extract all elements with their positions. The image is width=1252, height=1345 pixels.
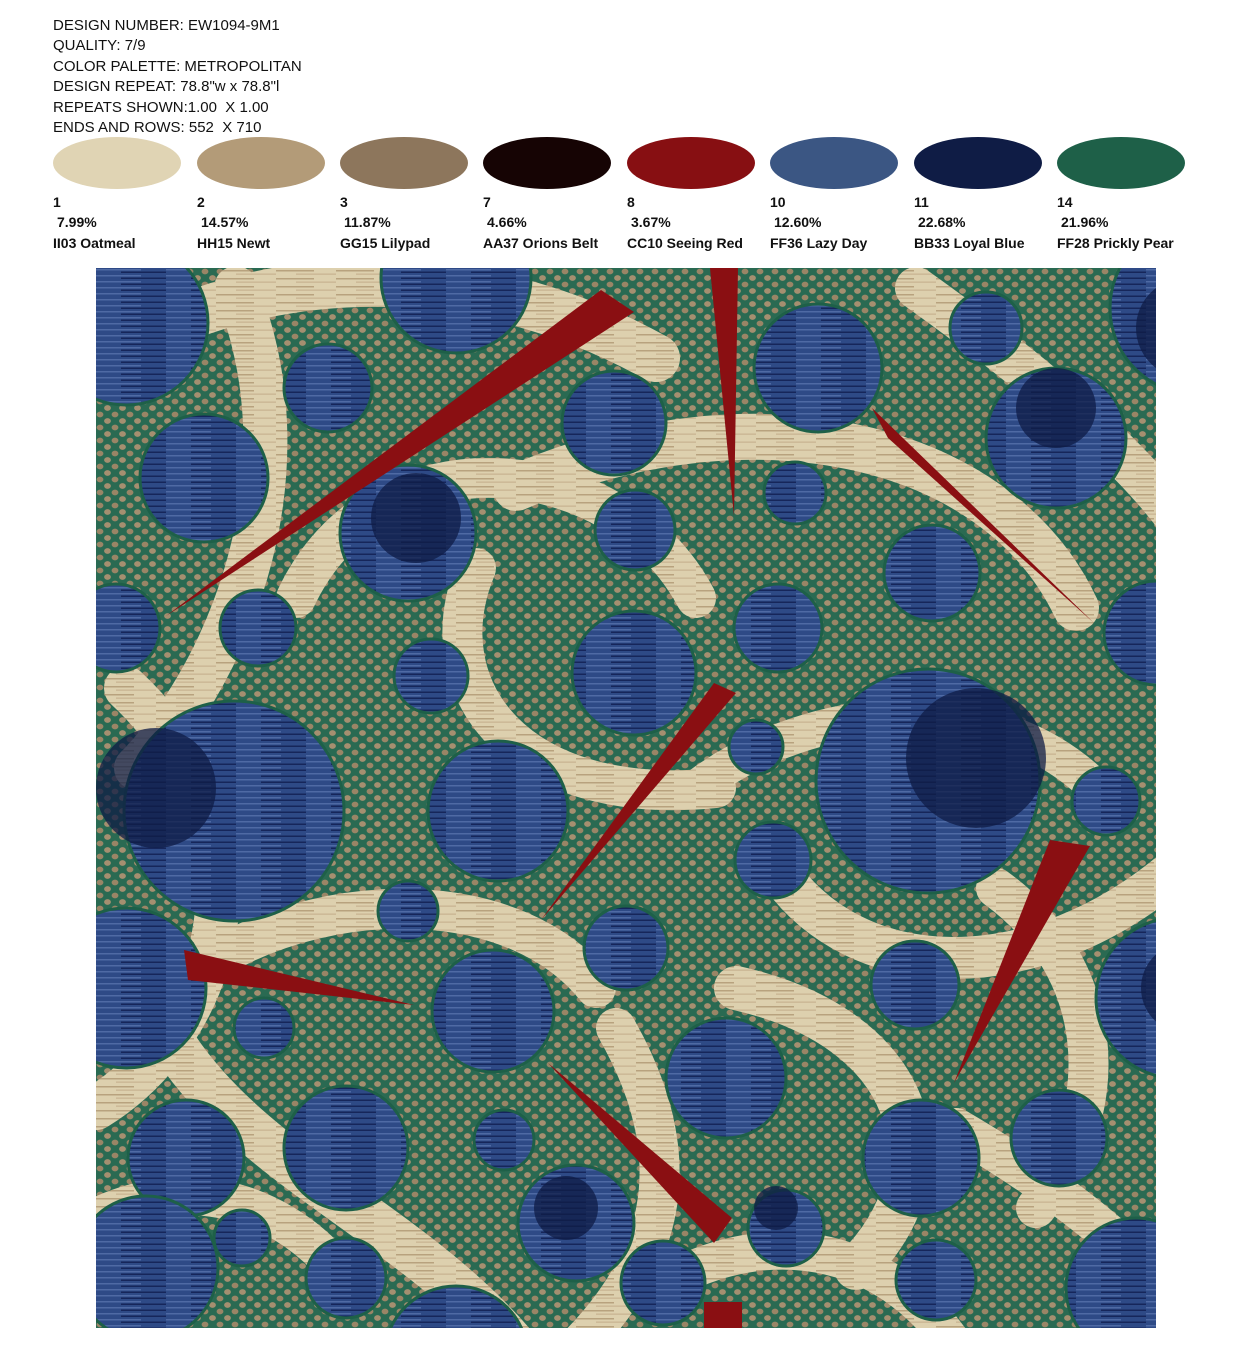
swatch-14 [1057, 137, 1199, 254]
swatch-color-name: II03 Oatmeal [53, 235, 136, 251]
swatch-oval [197, 137, 325, 189]
swatch-oval [770, 137, 898, 189]
swatch-11 [914, 137, 1056, 254]
swatch-number: 3 [340, 194, 348, 210]
swatch-number: 7 [483, 194, 491, 210]
swatch-number: 2 [197, 194, 205, 210]
color-palette: COLOR PALETTE: METROPOLITAN [53, 57, 302, 75]
swatch-oval [627, 137, 755, 189]
swatch-oval [1057, 137, 1185, 189]
swatch-number: 1 [53, 194, 61, 210]
ends-and-rows: ENDS AND ROWS: 552 X 710 [53, 119, 262, 137]
swatch-number: 10 [770, 194, 786, 210]
swatch-color-name: FF28 Prickly Pear [1057, 235, 1174, 251]
swatch-number: 11 [914, 194, 929, 210]
swatch-color-name: HH15 Newt [197, 235, 271, 251]
swatch-percent: 3.67% [631, 214, 671, 230]
swatch-color-name: FF36 Lazy Day [770, 235, 868, 251]
swatch-number: 14 [1057, 194, 1073, 210]
swatch-color-name: BB33 Loyal Blue [914, 235, 1025, 251]
swatch-percent: 14.57% [201, 214, 249, 230]
design-info [53, 16, 302, 138]
design-number: DESIGN NUMBER: EW1094-9M1 [53, 17, 280, 34]
swatch-number: 8 [627, 194, 635, 210]
swatch-1 [53, 137, 195, 254]
carpet-design-preview [96, 268, 1156, 1328]
swatch-oval [340, 137, 468, 189]
repeats-shown: REPEATS SHOWN:1.00 X 1.00 [53, 98, 269, 116]
swatch-10 [770, 137, 912, 254]
swatch-7 [483, 137, 625, 254]
swatch-percent: 22.68% [918, 214, 966, 230]
swatch-2 [197, 137, 339, 254]
design-repeat: DESIGN REPEAT: 78.8"w x 78.8"l [53, 78, 280, 96]
swatch-oval [914, 137, 1042, 189]
swatch-oval [483, 137, 611, 189]
swatch-percent: 11.87% [344, 214, 391, 230]
quality: QUALITY: 7/9 [53, 37, 146, 55]
swatch-color-name: CC10 Seeing Red [627, 235, 743, 251]
swatch-3 [340, 137, 482, 254]
swatch-oval [53, 137, 181, 189]
swatch-8 [627, 137, 769, 254]
swatch-percent: 7.99% [57, 214, 97, 230]
swatch-percent: 4.66% [487, 214, 527, 230]
swatch-color-name: AA37 Orions Belt [483, 235, 599, 251]
swatch-color-name: GG15 Lilypad [340, 235, 431, 251]
swatch-percent: 21.96% [1061, 214, 1109, 230]
swatch-percent: 12.60% [774, 214, 822, 230]
